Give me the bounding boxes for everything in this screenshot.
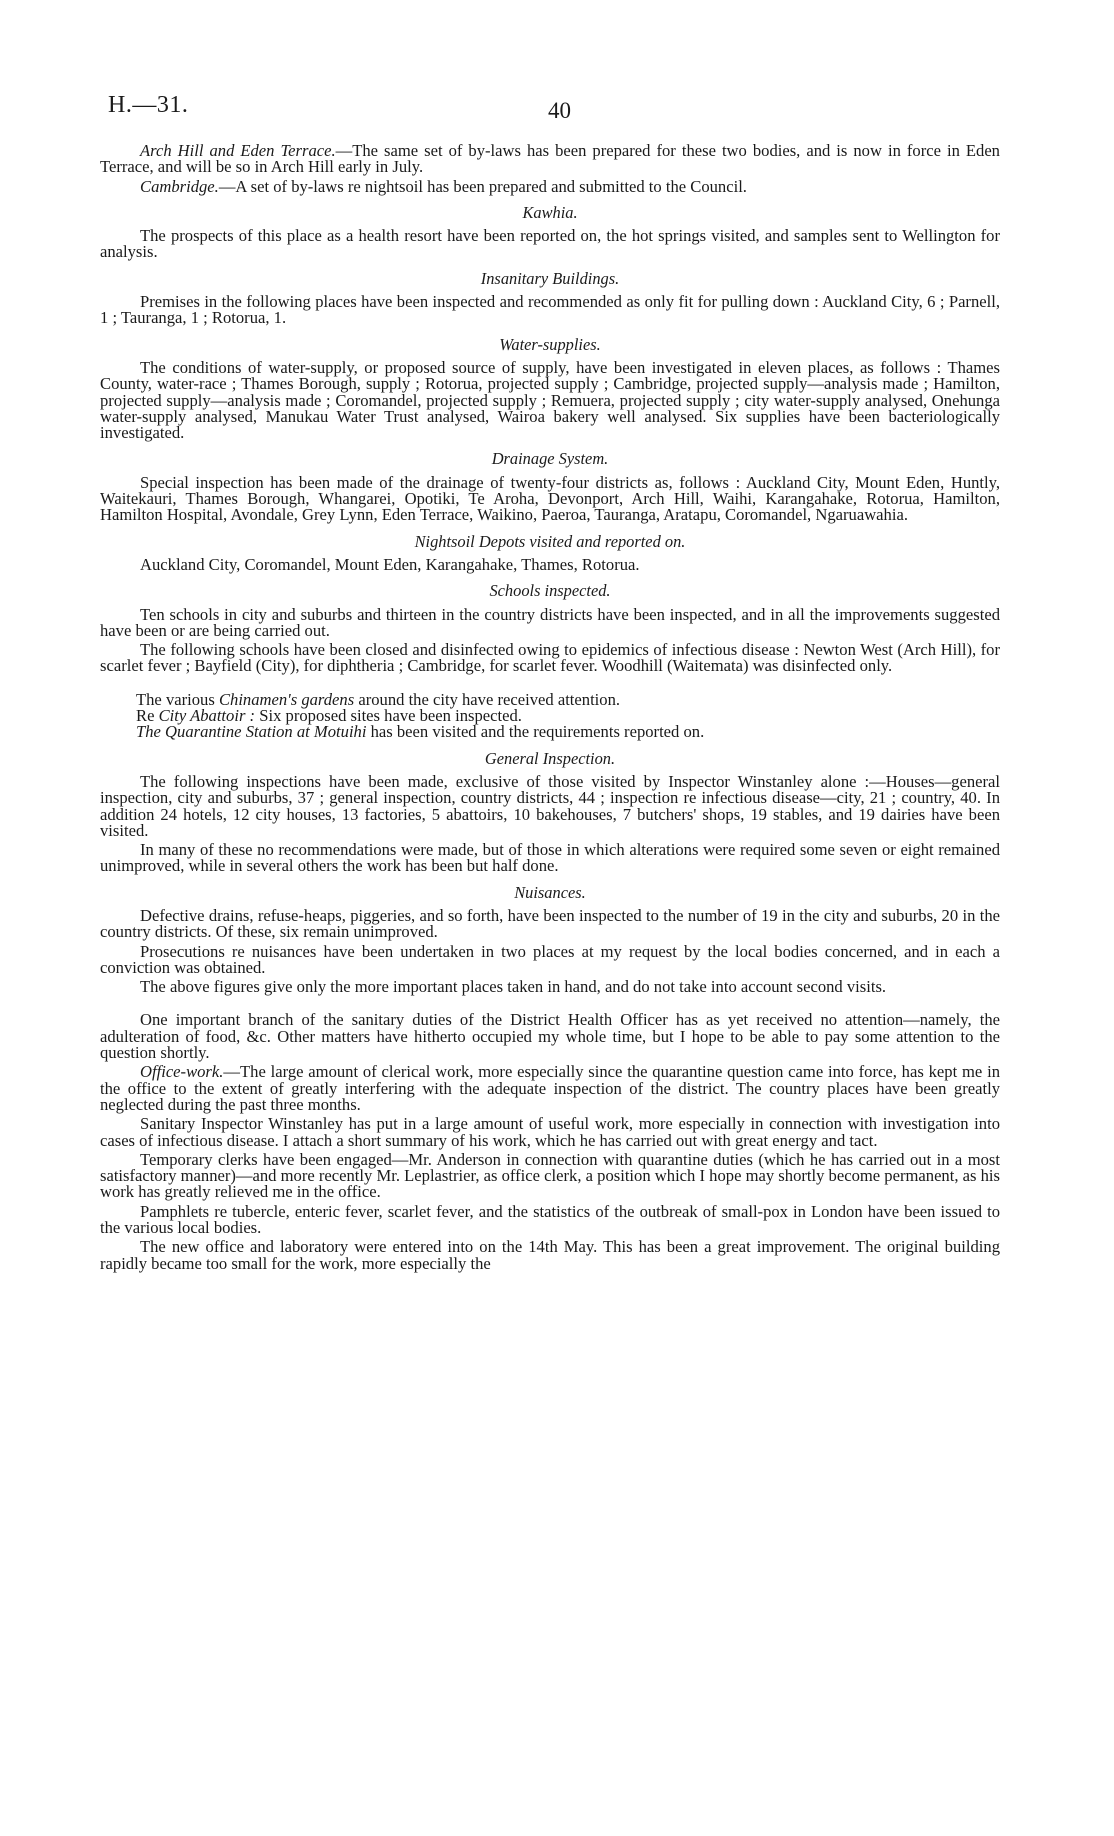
paragraph-text: The new office and laboratory were entered into on the 14th May. This has been a great improvement. The original building rapidly became too small for the work, more especially the	[100, 1237, 1000, 1273]
paragraph-text: Defective drains, refuse-heaps, piggeries, and so forth, have been inspected to the number of 19 in the city and suburbs, 20 in the country districts. Of these, six remain unimproved.	[100, 905, 1000, 942]
paragraph	[100, 842, 1000, 875]
page-header	[108, 92, 1008, 132]
paragraph-text: Pamphlets re tubercle, enteric fever, scarlet fever, and the statistics of the outbreak of small-pox in London have been issued to the various local bodies.	[100, 1201, 1000, 1238]
paragraph	[100, 979, 1000, 995]
document-reference: H.—31.	[108, 92, 189, 118]
paragraph-text: Special inspection has been made of the drainage of twenty-four districts as, follows : Auckland City, Mount Eden, Huntly, Waitekauri, Thames Borough, Whangarei, Opotiki, Te Aroha, Devonport, Arch Hill, Waihi, Karangahake, Rotorua, Hamilton, Hamilton Hospital, Avondale, Grey Lynn, Eden Terrace, Waikino, Paeroa, Tauranga, Aratapu, Coromandel, Ngaruawahia.	[100, 472, 1000, 525]
paragraph	[100, 176, 1000, 196]
paragraph-prefix: The various	[136, 689, 219, 709]
document-body	[100, 143, 1000, 1275]
paragraph	[100, 294, 1000, 327]
italic-lead: Office-work.	[140, 1062, 224, 1082]
paragraph-text: Six proposed sites have been inspected.	[255, 706, 522, 726]
paragraph	[100, 1149, 1000, 1202]
paragraph	[100, 1116, 1000, 1149]
paragraph-text: Premises in the following places have been inspected and recommended as only fit for pulling down : Auckland City, 6 ; Parnell, 1 ; Tauranga, 1 ; Rotorua, 1.	[100, 292, 1000, 328]
paragraph-text: One important branch of the sanitary duties of the District Health Officer has as yet received no attention—namely, the adulteration of food, &c. Other matters have hitherto occupied my whole time, but I hope to be able to pay some attention to the question shortly.	[100, 1010, 1000, 1063]
paragraph-text: The following schools have been closed and disinfected owing to epidemics of infectious disease : Newton West (Arch Hill), for scarlet fever ; Bayfield (City), for diphtheria ; Cambridge, for scarlet fever. Woodhill (Waitemata) was disinfected only.	[100, 640, 1000, 676]
paragraph-text: The conditions of water-supply, or proposed source of supply, have been investigated in eleven places, as follows : Thames County, water-race ; Thames Borough, supply ; Rotorua, projected supply ; Cambridge, projected supply—analysis made ; Hamilton, projected supply—analysis made ; Coromandel, projected supply ; Remuera, projected supply ; city water-supply analysed, Onehunga water-supply analysed, Manukau Water Trust analysed, Wairoa bakery well analysed. Six supplies have been bacteriologically investigated.	[100, 357, 1000, 443]
italic-lead: City Abattoir :	[158, 706, 256, 726]
paragraph-text: has been visited and the requirements reported on.	[366, 722, 705, 742]
italic-lead: Chinamen's gardens	[218, 689, 355, 709]
paragraph-text: The above figures give only the more important places taken in hand, and do not take into account second visits.	[140, 977, 887, 997]
paragraph	[100, 143, 1000, 176]
italic-lead: Arch Hill and Eden Terrace.	[140, 141, 336, 160]
section-heading: Insanitary Buildings.	[480, 268, 620, 288]
paragraph-text: —A set of by-laws re nightsoil has been prepared and submitted to the Council.	[218, 176, 747, 196]
paragraph-text: Auckland City, Coromandel, Mount Eden, Karangahake, Thames, Rotorua.	[140, 554, 640, 574]
section-heading: Water-supplies.	[499, 334, 601, 354]
paragraph	[100, 554, 1000, 574]
page-number: 40	[548, 98, 571, 123]
paragraph-text: The following inspections have been made, exclusive of those visited by Inspector Winstanley alone :—Houses—general inspection, city and suburbs, 37 ; general inspection, country districts, 44 ; inspection re infectious disease—city, 21 ; country, 40. In addition 24 hotels, 12 city houses, 13 factories, 5 abattoirs, 10 bakehouses, 7 butchers' shops, 19 stables, and 19 dairies have been visited.	[100, 771, 1000, 840]
paragraph	[100, 472, 1000, 525]
paragraph	[100, 642, 1000, 675]
paragraph	[100, 604, 1000, 640]
paragraph	[100, 357, 1000, 443]
paragraph-text: —The large amount of clerical work, more especially since the quarantine question came into force, has kept me in the office to the extent of greatly interfering with the adequate inspection of the district. The country places have been greatly neglected during the past three months.	[100, 1062, 1000, 1114]
section-heading: General Inspection.	[484, 748, 616, 768]
paragraph	[100, 941, 1000, 977]
paragraph-text: Sanitary Inspector Winstanley has put in a large amount of useful work, more especially in connection with investigation into cases of infectious disease. I attach a short summary of his work, which he has carried out with great energy and tact.	[100, 1114, 1000, 1150]
note-line	[100, 724, 1000, 740]
italic-lead: The Quarantine Station at Motuihi	[136, 722, 367, 742]
paragraph-text: around the city have received attention.	[354, 689, 621, 709]
paragraph-text: Ten schools in city and suburbs and thirteen in the country districts have been inspected, and in all the improvements suggested have been or are being carried out.	[100, 604, 1000, 640]
section-heading: Schools inspected.	[489, 581, 611, 601]
paragraph	[100, 1201, 1000, 1238]
paragraph	[100, 1012, 1000, 1061]
paragraph	[100, 228, 1000, 261]
paragraph-text: The prospects of this place as a health resort have been reported on, the hot springs visited, and samples sent to Wellington for analysis.	[100, 226, 1000, 262]
paragraph-prefix: Re	[136, 706, 159, 726]
section-heading: Nightsoil Depots visited and reported on.	[414, 531, 686, 551]
section-heading: Drainage System.	[491, 449, 609, 469]
section-heading: Kawhia.	[522, 202, 578, 222]
paragraph-text: —The same set of by-laws has been prepared for these two bodies, and is now in force in Eden Terrace, and will be so in Arch Hill early in July.	[100, 141, 1000, 177]
paragraph	[100, 1064, 1000, 1113]
paragraph	[100, 1239, 1000, 1272]
paragraph	[100, 771, 1000, 840]
paragraph	[100, 905, 1000, 942]
section-heading: Nuisances.	[514, 882, 586, 902]
italic-lead: Cambridge.	[140, 176, 219, 196]
paragraph-text: Temporary clerks have been engaged—Mr. Anderson in connection with quarantine duties (which he has carried out in a most satisfactory manner)—and more recently Mr. Leplastrier, as office clerk, a position which I hope may shortly become permanent, as his work has greatly relieved me in the office.	[100, 1149, 1000, 1202]
paragraph-text: Prosecutions re nuisances have been undertaken in two places at my request by the local bodies concerned, and in each a conviction was obtained.	[100, 941, 1000, 977]
paragraph-text: In many of these no recommendations were made, but of those in which alterations were required some seven or eight remained unimproved, while in several others the work has been but half done.	[100, 840, 1000, 876]
